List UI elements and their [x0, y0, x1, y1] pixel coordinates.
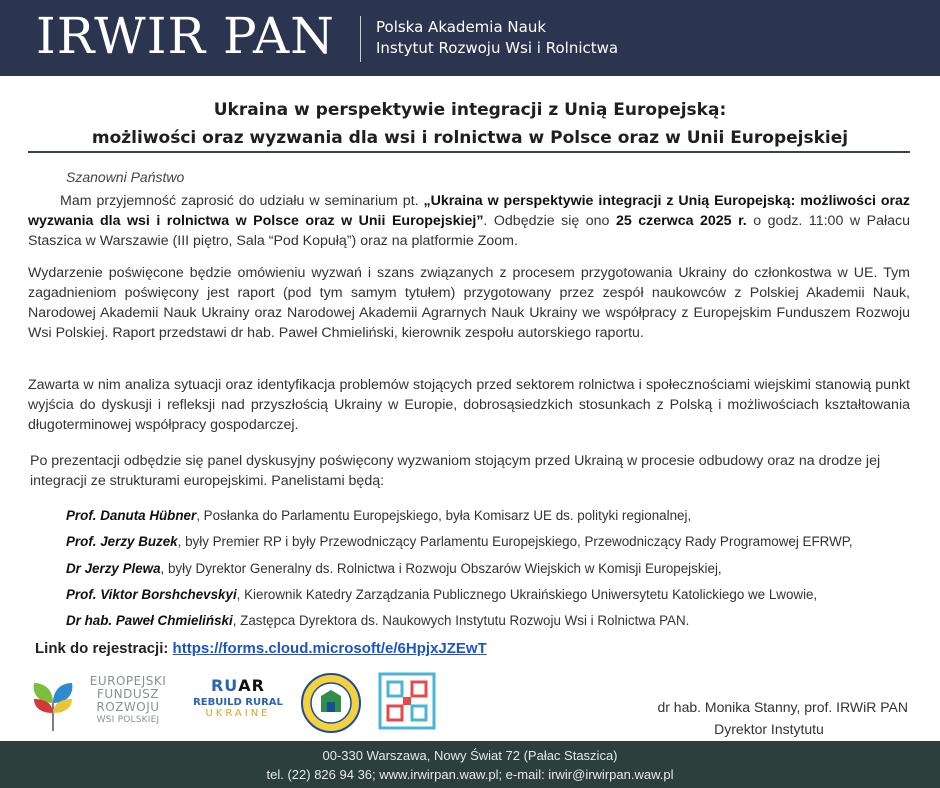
paragraph-panel: Po prezentacji odbędzie się panel dyskusyjny poświęcony wyzwaniom stojącym przed Ukrainą w procesie odbudowy oraz na drodze jej integracji ze strukturami europejskimi. Panelistami będą:	[30, 453, 881, 489]
partner-logos	[28, 668, 448, 738]
paragraph-invitation	[28, 191, 910, 251]
signatory-name: dr hab. Monika Stanny, prof. IRWiR PAN	[657, 699, 908, 715]
efrwp-line2: FUNDUSZ	[96, 687, 160, 701]
page-footer	[0, 741, 940, 788]
registration-label: Link do rejestracji:	[35, 640, 173, 657]
seminar-title: „Ukraina w perspektywie integracji z Unią Europejską: możliwości oraz wyzwania dla wsi i rolnictwa w Polsce oraz w Unii Europejskiej”	[28, 193, 910, 229]
paragraph-event: Wydarzenie poświęcone będzie omówieniu wyzwań i szans związanych z procesem przygotowania Ukrainy do członkostwa w UE. Tym zagadnieniom poświęcony jest raport (pod tym samym tytułem) przygotowany przez zespół naukowców z Polskiej Akademii Nauk, Narodowej Akademii Nauk Ukrainy oraz Narodowej Akademii Agrarnych Nauk Ukrainy we współpracy z Europejskim Funduszem Rozwoju Wsi Polskiej. Raport przedstawi dr hab. Paweł Chmieliński, kierownik zespołu autorskiego raportu.	[28, 265, 910, 341]
panelist-name: Prof. Viktor Borshchevskyi	[66, 586, 237, 602]
page-title	[40, 96, 900, 152]
greeting: Szanowni Państwo	[66, 169, 185, 185]
efrwp-line3: ROZWOJU	[96, 700, 160, 714]
panelist-role: , były Premier RP i były Przewodniczący Parlamentu Europejskiego, Przewodniczący Rady Programowej EFRWP,	[177, 534, 853, 550]
panelist	[66, 582, 916, 608]
header-subtitle	[376, 17, 618, 59]
university-seal-icon	[300, 672, 362, 734]
header-subtitle-line2: Instytut Rozwoju Wsi i Rolnictwa	[376, 39, 619, 57]
header-divider	[360, 16, 361, 62]
efrwp-line4: WSI POLSKIEJ	[96, 715, 160, 725]
panelist	[66, 503, 916, 529]
panelist	[66, 529, 916, 555]
efrwp-leaf-icon	[28, 673, 78, 733]
panelist-name: Dr hab. Paweł Chmieliński	[66, 613, 233, 629]
p1-rest: o godz. 11:00 w Pałacu Staszica w Warszawie (III piętro, Sala “Pod Kopułą”) oraz na platformie Zoom.	[28, 213, 910, 249]
panelist-role: , Posłanka do Parlamentu Europejskiego, była Komisarz UE ds. polityki regionalnej,	[196, 508, 692, 523]
efrwp-line1: EUROPEJSKI	[89, 674, 167, 688]
p1-intro: Mam przyjemność zaprosić do udziału w seminarium pt.	[60, 193, 424, 209]
paragraph-analysis: Zawarta w nim analiza sytuacji oraz identyfikacja problemów stojących przed sektorem rolnictwa i społecznościami wiejskimi stanowią punkt wyjścia do dyskusji i refleksji nad przyszłością Ukrainy w Europie, dobrosąsiedzkich stosunkach z Polską i możliwościach kształtowania długoterminowej współpracy gospodarczej.	[28, 377, 910, 433]
header-subtitle-line1: Polska Akademia Nauk	[376, 18, 547, 36]
seminar-date: 25 czerwca 2025 r.	[615, 213, 747, 229]
efrwp-wordmark	[80, 675, 176, 727]
title-rule	[28, 151, 910, 153]
page-header	[0, 0, 940, 76]
panelist-name: Prof. Danuta Hübner	[66, 508, 197, 523]
panelist-list	[66, 503, 916, 634]
ruar-line1: REBUILD RURAL	[193, 697, 283, 708]
panelist-role: , były Dyrektor Generalny ds. Rolnictwa i Rozwoju Obszarów Wiejskich w Komisji Europejskiej,	[160, 560, 722, 576]
title-line1: Ukraina w perspektywie integracji z Unią Europejską:	[213, 100, 727, 120]
ruar-mark-b: AR	[238, 676, 265, 695]
p1-mid: . Odbędzie się ono	[483, 213, 616, 229]
efrwp-logo	[28, 673, 178, 735]
panelist-role: , Kierownik Katedry Zarządzania Publicznego Ukraińskiego Uniwersytetu Katolickiego we Lwowie,	[236, 586, 818, 602]
panelist	[66, 556, 916, 582]
panelist-role: , Zastępca Dyrektora ds. Naukowych Instytutu Rozwoju Wsi i Rolnictwa PAN.	[232, 613, 690, 629]
ruar-logo	[188, 676, 288, 736]
footer-contact: tel. (22) 826 94 36; www.irwirpan.waw.pl; e-mail: irwir@irwirpan.waw.pl	[266, 767, 674, 782]
panelist-name: Dr Jerzy Plewa	[66, 560, 161, 576]
registration	[35, 640, 487, 657]
signatory-role: Dyrektor Instytutu	[714, 721, 824, 737]
signature	[560, 696, 908, 740]
registration-link[interactable]: https://forms.cloud.microsoft/e/6HpjxJZEwT	[172, 640, 487, 657]
ruar-mark	[188, 676, 288, 695]
ruar-mark-a: RU	[210, 676, 239, 695]
brand-logo-text: IRWIR PAN	[36, 7, 335, 65]
panelist-name: Prof. Jerzy Buzek	[66, 534, 178, 550]
nan-grid-logo-icon	[378, 672, 436, 730]
title-line2: możliwości oraz wyzwania dla wsi i rolnictwa w Polsce oraz w Unii Europejskiej	[91, 128, 849, 148]
ruar-line2: UKRAINE	[205, 708, 271, 719]
footer-address: 00-330 Warszawa, Nowy Świat 72 (Pałac Staszica)	[322, 748, 618, 763]
panelist	[66, 608, 916, 634]
